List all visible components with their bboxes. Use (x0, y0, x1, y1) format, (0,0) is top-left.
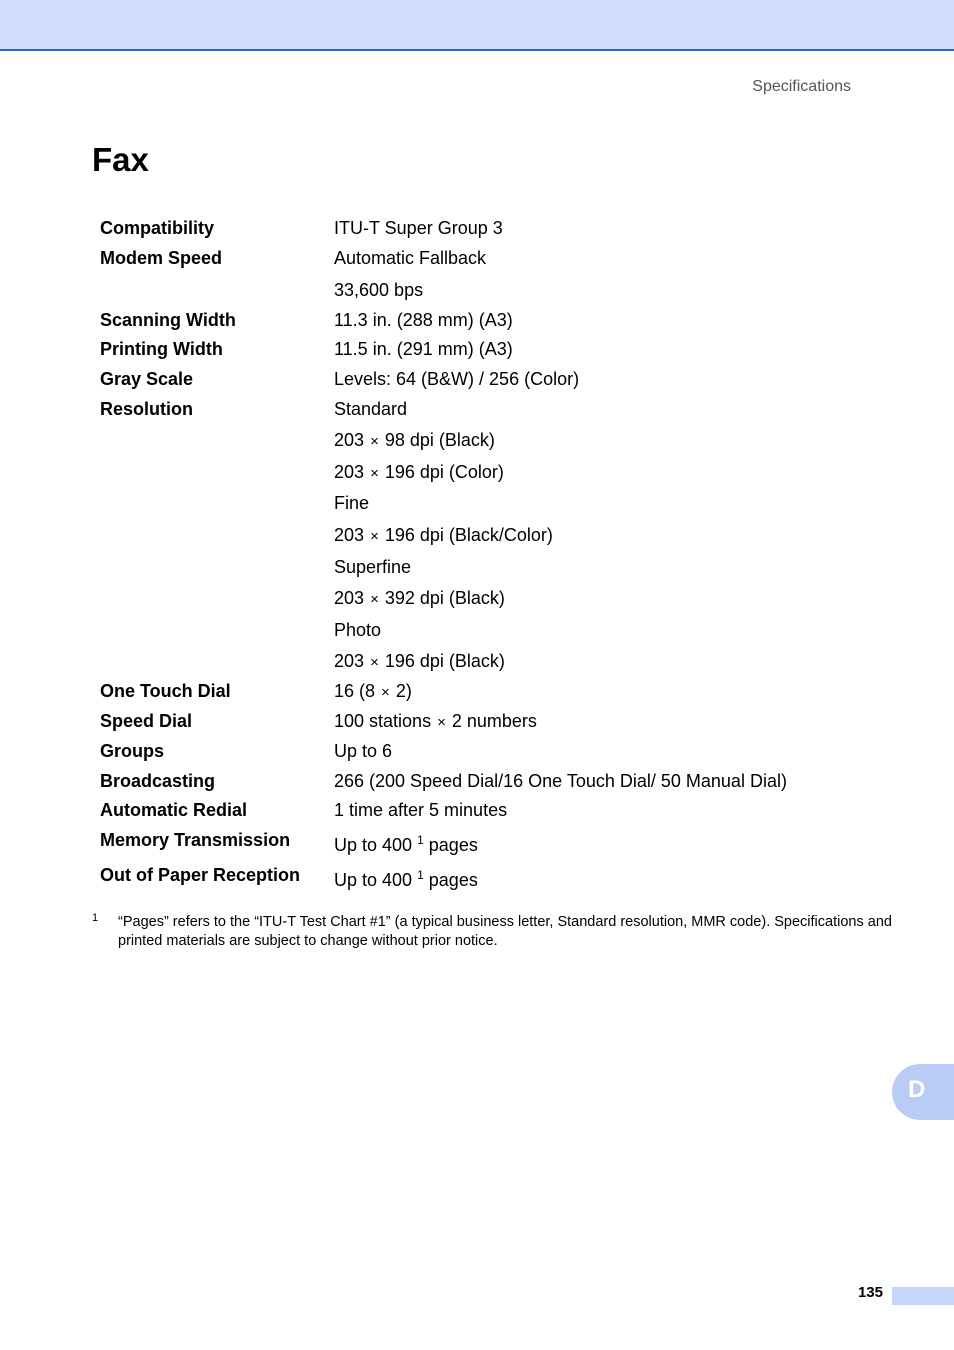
spec-value: Levels: 64 (B&W) / 256 (Color) (334, 369, 580, 389)
page-title: Fax (92, 141, 149, 178)
chapter-tab-letter: D (908, 1076, 926, 1103)
times-sign: × (370, 433, 379, 450)
spec-value: Automatic Fallback (334, 248, 487, 268)
times-sign: × (370, 465, 379, 482)
times-sign: × (370, 528, 379, 545)
spec-value: 33,600 bps (334, 280, 424, 300)
spec-value: 11.3 in. (288 mm) (A3) (334, 310, 513, 330)
spec-row-resolution-superfine-value (100, 588, 880, 618)
spec-label: Speed Dial (100, 711, 193, 731)
spec-label: Printing Width (100, 339, 223, 359)
spec-value: Up to 400 $^1$ pages (334, 833, 478, 855)
footnote-ref: 1 (417, 833, 424, 847)
spec-row-resolution-standard-color (100, 462, 880, 492)
spec-value: Up to 400 $^1$ pages (334, 868, 478, 890)
header-band (0, 0, 954, 51)
spec-label: Broadcasting (100, 771, 216, 791)
spec-row-memory-transmission (100, 830, 880, 860)
page-number-bar (892, 1287, 954, 1305)
times-sign: × (381, 684, 390, 701)
page-number: 135 (857, 1284, 883, 1301)
spec-row-automatic-redial (100, 800, 880, 830)
spec-value: 203 × 392 dpi (Black) (334, 588, 505, 608)
spec-value: 16 (8 × 2) (334, 681, 412, 701)
spec-row-resolution-superfine (100, 557, 880, 587)
spec-row-out-of-paper-reception (100, 865, 880, 895)
spec-value: Fine (334, 493, 370, 513)
footnote-mark: 1 (92, 912, 99, 924)
spec-label: Resolution (100, 399, 193, 419)
spec-label: Gray Scale (100, 369, 194, 389)
spec-value: 100 stations × 2 numbers (334, 711, 537, 731)
spec-label: One Touch Dial (100, 681, 231, 701)
spec-value: 203 × 196 dpi (Black/Color) (334, 525, 553, 545)
spec-row-scanning-width (100, 310, 880, 340)
spec-label: Modem Speed (100, 248, 223, 268)
spec-label: Out of Paper Reception (100, 865, 301, 885)
spec-row-gray-scale (100, 369, 880, 399)
footnote-text: “Pages” refers to the “ITU-T Test Chart #1” (a typical business letter, Standard resolution, MMR code). Specifications and printed materials are subject to change without prior notice. (118, 914, 892, 949)
times-sign: × (370, 654, 379, 671)
spec-label: Memory Transmission (100, 830, 291, 850)
times-sign: × (437, 714, 446, 731)
spec-label: Groups (100, 741, 165, 761)
spec-row-modem-speed (100, 248, 880, 278)
footnote-ref: 1 (417, 868, 424, 882)
spec-value: 203 × 196 dpi (Color) (334, 462, 504, 482)
spec-row-resolution-photo-value (100, 651, 880, 681)
spec-row-resolution (100, 399, 880, 429)
spec-label: Automatic Redial (100, 800, 248, 820)
spec-row-groups (100, 741, 880, 771)
spec-row-compatibility (100, 218, 880, 248)
spec-value: 266 (200 Speed Dial/16 One Touch Dial/ 50 Manual Dial) (334, 771, 787, 791)
spec-row-resolution-photo (100, 620, 880, 650)
spec-row-printing-width (100, 339, 880, 369)
spec-value: Standard (334, 399, 408, 419)
spec-value: Photo (334, 620, 382, 640)
spec-value: 203 × 196 dpi (Black) (334, 651, 505, 671)
spec-row-one-touch-dial (100, 681, 880, 711)
spec-value: 11.5 in. (291 mm) (A3) (334, 339, 513, 359)
spec-row-broadcasting (100, 771, 880, 801)
spec-value: Up to 6 (334, 741, 393, 761)
spec-value: Superfine (334, 557, 412, 577)
spec-label: Scanning Width (100, 310, 236, 330)
spec-row-modem-speed-continued (100, 280, 880, 310)
spec-row-speed-dial (100, 711, 880, 741)
spec-value: 203 × 98 dpi (Black) (334, 430, 495, 450)
running-head: Specifications (752, 78, 851, 95)
spec-row-resolution-standard-black (100, 430, 880, 460)
spec-label: Compatibility (100, 218, 215, 238)
spec-value: 1 time after 5 minutes (334, 800, 508, 820)
times-sign: × (370, 591, 379, 608)
spec-row-resolution-fine-value (100, 525, 880, 555)
spec-row-resolution-fine (100, 493, 880, 523)
spec-value: ITU-T Super Group 3 (334, 218, 503, 238)
